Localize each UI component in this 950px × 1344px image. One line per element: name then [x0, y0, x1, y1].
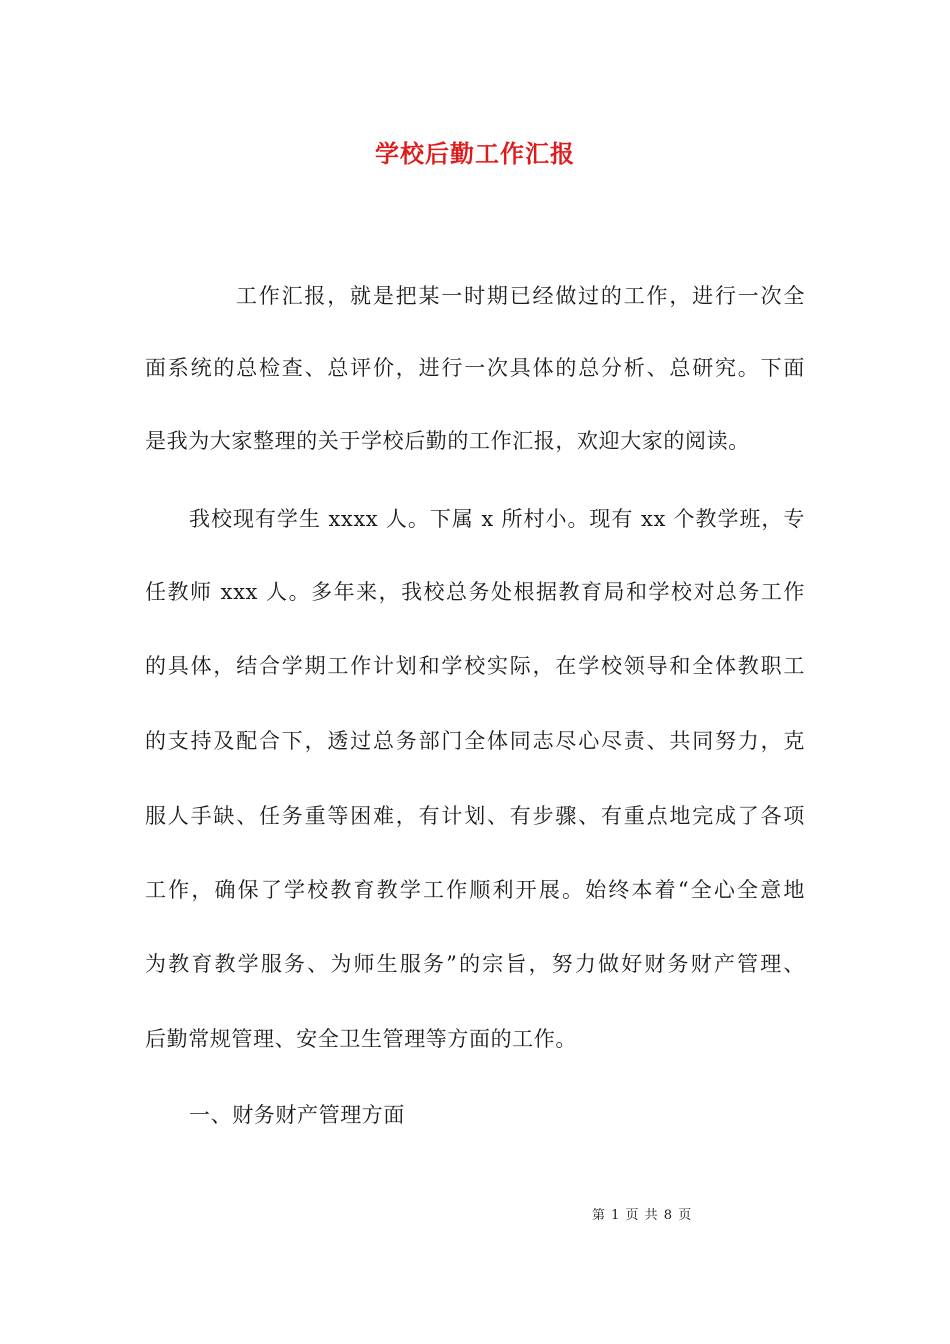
paragraph-line: 服人手缺、任务重等困难，有计划、有步骤、有重点地完成了各项: [145, 804, 805, 828]
paragraph-line: 的支持及配合下，透过总务部门全体同志尽心尽责、共同努力，克: [145, 729, 805, 753]
document-title: 学校后勤工作汇报: [375, 139, 575, 168]
section-heading: 一、财务财产管理方面: [189, 1103, 405, 1127]
paragraph-line: 后勤常规管理、安全卫生管理等方面的工作。: [145, 1027, 577, 1051]
paragraph-line: 是我为大家整理的关于学校后勤的工作汇报，欢迎大家的阅读。: [145, 429, 750, 453]
paragraph-line: 任教师 xxx 人。多年来，我校总务处根据教育局和学校对总务工作: [145, 580, 805, 604]
paragraph-line: 为教育教学服务、为师生服务”的宗旨，努力做好财务财产管理、: [145, 952, 805, 976]
paragraph-line: 工作，确保了学校教育教学工作顺利开展。始终本着“全心全意地: [145, 878, 805, 902]
page-number-footer: 第 1 页 共 8 页: [592, 1208, 693, 1223]
paragraph-line: 工作汇报，就是把某一时期已经做过的工作，进行一次全: [236, 284, 805, 308]
paragraph-line: 我校现有学生 xxxx 人。下属 x 所村小。现有 xx 个教学班，专: [189, 507, 805, 531]
paragraph-line: 面系统的总检查、总评价，进行一次具体的总分析、总研究。下面: [145, 356, 805, 380]
paragraph-line: 的具体，结合学期工作计划和学校实际，在学校领导和全体教职工: [145, 654, 805, 678]
